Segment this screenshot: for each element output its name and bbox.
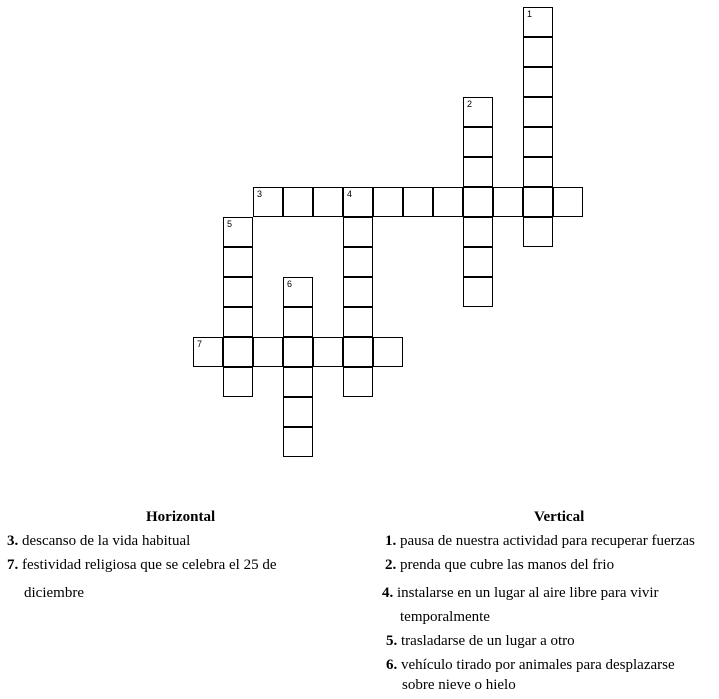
clue-number: 3.	[7, 533, 19, 549]
horizontal-title: Horizontal	[146, 509, 216, 525]
clue-horizontal-7-cont: diciembre	[24, 585, 84, 601]
clue-number: 6.	[386, 657, 398, 673]
clue-vertical-4-cont: temporalmente	[400, 609, 490, 625]
crossword-cell[interactable]	[283, 367, 313, 397]
clue-horizontal-3	[7, 533, 190, 550]
clue-number: 7.	[7, 557, 19, 573]
clue-number: 1.	[385, 533, 397, 549]
crossword-cell[interactable]	[463, 97, 493, 127]
crossword-cell[interactable]	[283, 427, 313, 457]
clue-number: 5.	[386, 633, 398, 649]
crossword-cell[interactable]	[463, 277, 493, 307]
crossword-cell[interactable]	[223, 367, 253, 397]
crossword-cell[interactable]	[463, 127, 493, 157]
crossword-cell[interactable]	[523, 97, 553, 127]
clue-vertical-2	[385, 557, 614, 574]
crossword-cell[interactable]	[343, 337, 373, 367]
crossword-cell[interactable]	[223, 337, 253, 367]
clue-number: 2.	[385, 557, 397, 573]
crossword-cell[interactable]	[343, 217, 373, 247]
clue-horizontal-7	[7, 557, 276, 574]
clue-text: trasladarse de un lugar a otro	[401, 633, 575, 649]
clue-vertical-5	[386, 633, 575, 650]
clue-vertical-4	[382, 585, 659, 602]
crossword-cell[interactable]	[523, 157, 553, 187]
crossword-cell[interactable]	[433, 187, 463, 217]
vertical-title: Vertical	[534, 509, 585, 525]
crossword-cell[interactable]	[343, 277, 373, 307]
crossword-cell[interactable]	[223, 217, 253, 247]
crossword-cell[interactable]	[523, 127, 553, 157]
crossword-cell[interactable]	[523, 37, 553, 67]
clue-text: descanso de la vida habitual	[22, 533, 191, 549]
crossword-cell[interactable]	[223, 277, 253, 307]
clue-text: prenda que cubre las manos del frio	[400, 557, 615, 573]
clue-number-label: 2	[467, 99, 473, 109]
clue-number-label: 5	[227, 219, 233, 229]
clue-text: pausa de nuestra actividad para recuperar fuerzas	[400, 533, 695, 549]
crossword-cell[interactable]	[343, 247, 373, 277]
crossword-cell[interactable]	[283, 187, 313, 217]
crossword-cell[interactable]	[283, 277, 313, 307]
clue-text: vehículo tirado por animales para desplazarse	[401, 657, 675, 673]
crossword-cell[interactable]	[343, 307, 373, 337]
clue-vertical-6-cont: sobre nieve o hielo	[402, 677, 516, 693]
crossword-cell[interactable]	[463, 187, 493, 217]
crossword-cell[interactable]	[373, 187, 403, 217]
clue-vertical-6	[386, 657, 675, 674]
crossword-cell[interactable]	[343, 187, 373, 217]
crossword-cell[interactable]	[223, 247, 253, 277]
clue-vertical-1	[385, 533, 695, 550]
crossword-cell[interactable]	[403, 187, 433, 217]
crossword-cell[interactable]	[283, 337, 313, 367]
crossword-cell[interactable]	[463, 157, 493, 187]
crossword-cell[interactable]	[253, 337, 283, 367]
clue-number: 4.	[382, 585, 394, 601]
clue-number-label: 7	[197, 339, 203, 349]
crossword-cell[interactable]	[283, 307, 313, 337]
crossword-cell[interactable]	[463, 247, 493, 277]
crossword-cell[interactable]	[283, 397, 313, 427]
crossword-cell[interactable]	[343, 367, 373, 397]
crossword-cell[interactable]	[313, 187, 343, 217]
crossword-cell[interactable]	[313, 337, 343, 367]
clue-number-label: 1	[527, 9, 533, 19]
clue-number-label: 4	[347, 189, 353, 199]
crossword-cell[interactable]	[523, 7, 553, 37]
clue-number-label: 3	[257, 189, 263, 199]
clue-text: instalarse en un lugar al aire libre para vivir	[397, 585, 659, 601]
clue-text: festividad religiosa que se celebra el 25 de	[22, 557, 277, 573]
crossword-cell[interactable]	[523, 187, 553, 217]
crossword-cell[interactable]	[463, 217, 493, 247]
crossword-cell[interactable]	[493, 187, 523, 217]
crossword-cell[interactable]	[193, 337, 223, 367]
crossword-cell[interactable]	[523, 217, 553, 247]
crossword-cell[interactable]	[253, 187, 283, 217]
crossword-cell[interactable]	[553, 187, 583, 217]
crossword-cell[interactable]	[223, 307, 253, 337]
crossword-cell[interactable]	[523, 67, 553, 97]
crossword-cell[interactable]	[373, 337, 403, 367]
clue-number-label: 6	[287, 279, 293, 289]
